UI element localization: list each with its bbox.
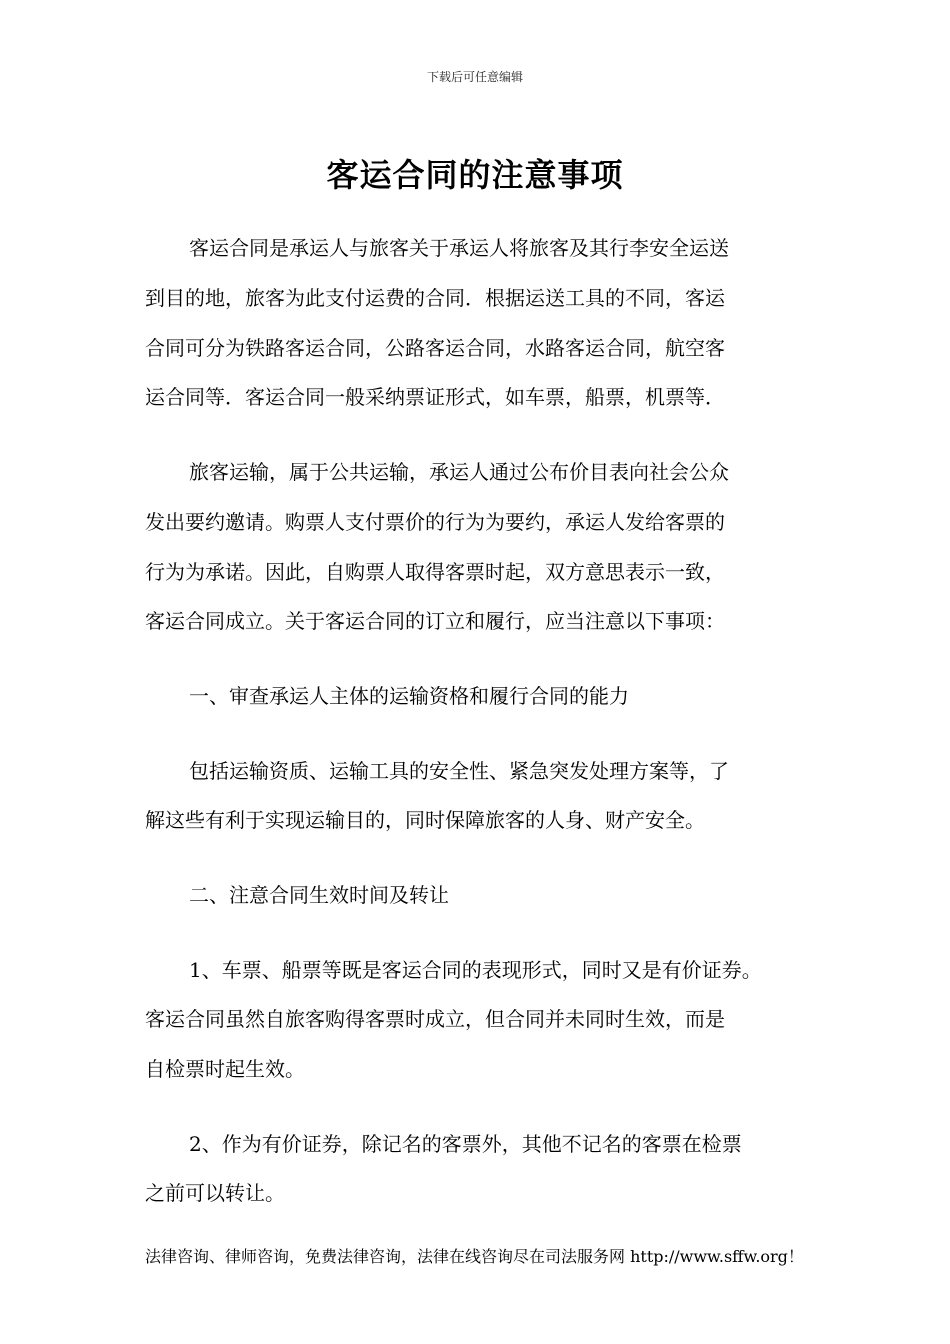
paragraph-line: 到目的地，旅客为此支付运费的合同．根据运送工具的不同，客运	[145, 286, 725, 310]
paragraph-line: 1、车票、船票等既是客运合同的表现形式，同时又是有价证券。	[189, 958, 762, 982]
paragraph-line: 包括运输资质、运输工具的安全性、紧急突发处理方案等，了	[189, 759, 729, 783]
paragraph-line: 自检票时起生效。	[145, 1057, 305, 1081]
paragraph-line: 2、作为有价证券，除记名的客票外，其他不记名的客票在检票	[189, 1132, 742, 1156]
header-note: 下载后可任意编辑	[426, 70, 523, 84]
paragraph-line: 之前可以转让。	[145, 1181, 285, 1205]
paragraph-line: 行为为承诺。因此，自购票人取得客票时起，双方意思表示一致，	[145, 560, 725, 584]
paragraph-line: 旅客运输，属于公共运输，承运人通过公布价目表向社会公众	[189, 460, 729, 484]
paragraph-line: 客运合同是承运人与旅客关于承运人将旅客及其行李安全运送	[189, 236, 729, 260]
paragraph-line: 合同可分为铁路客运合同，公路客运合同，水路客运合同，航空客	[145, 336, 725, 360]
paragraph-line: 客运合同虽然自旅客购得客票时成立，但合同并未同时生效，而是	[145, 1007, 725, 1031]
paragraph-line: 运合同等．客运合同一般采纳票证形式，如车票，船票，机票等．	[145, 385, 725, 409]
section-heading: 二、注意合同生效时间及转让	[189, 883, 449, 907]
document-title: 客运合同的注意事项	[326, 156, 624, 194]
section-heading: 一、审查承运人主体的运输资格和履行合同的能力	[189, 684, 629, 708]
paragraph-line: 解这些有利于实现运输目的，同时保障旅客的人身、财产安全。	[145, 808, 705, 832]
footer-note: 法律咨询、律师咨询，免费法律咨询，法律在线咨询尽在司法服务网 http://www.sffw.org！	[145, 1247, 804, 1266]
paragraph-line: 发出要约邀请。购票人支付票价的行为为要约，承运人发给客票的	[145, 510, 725, 534]
paragraph-line: 客运合同成立。关于客运合同的订立和履行，应当注意以下事项：	[145, 609, 725, 633]
